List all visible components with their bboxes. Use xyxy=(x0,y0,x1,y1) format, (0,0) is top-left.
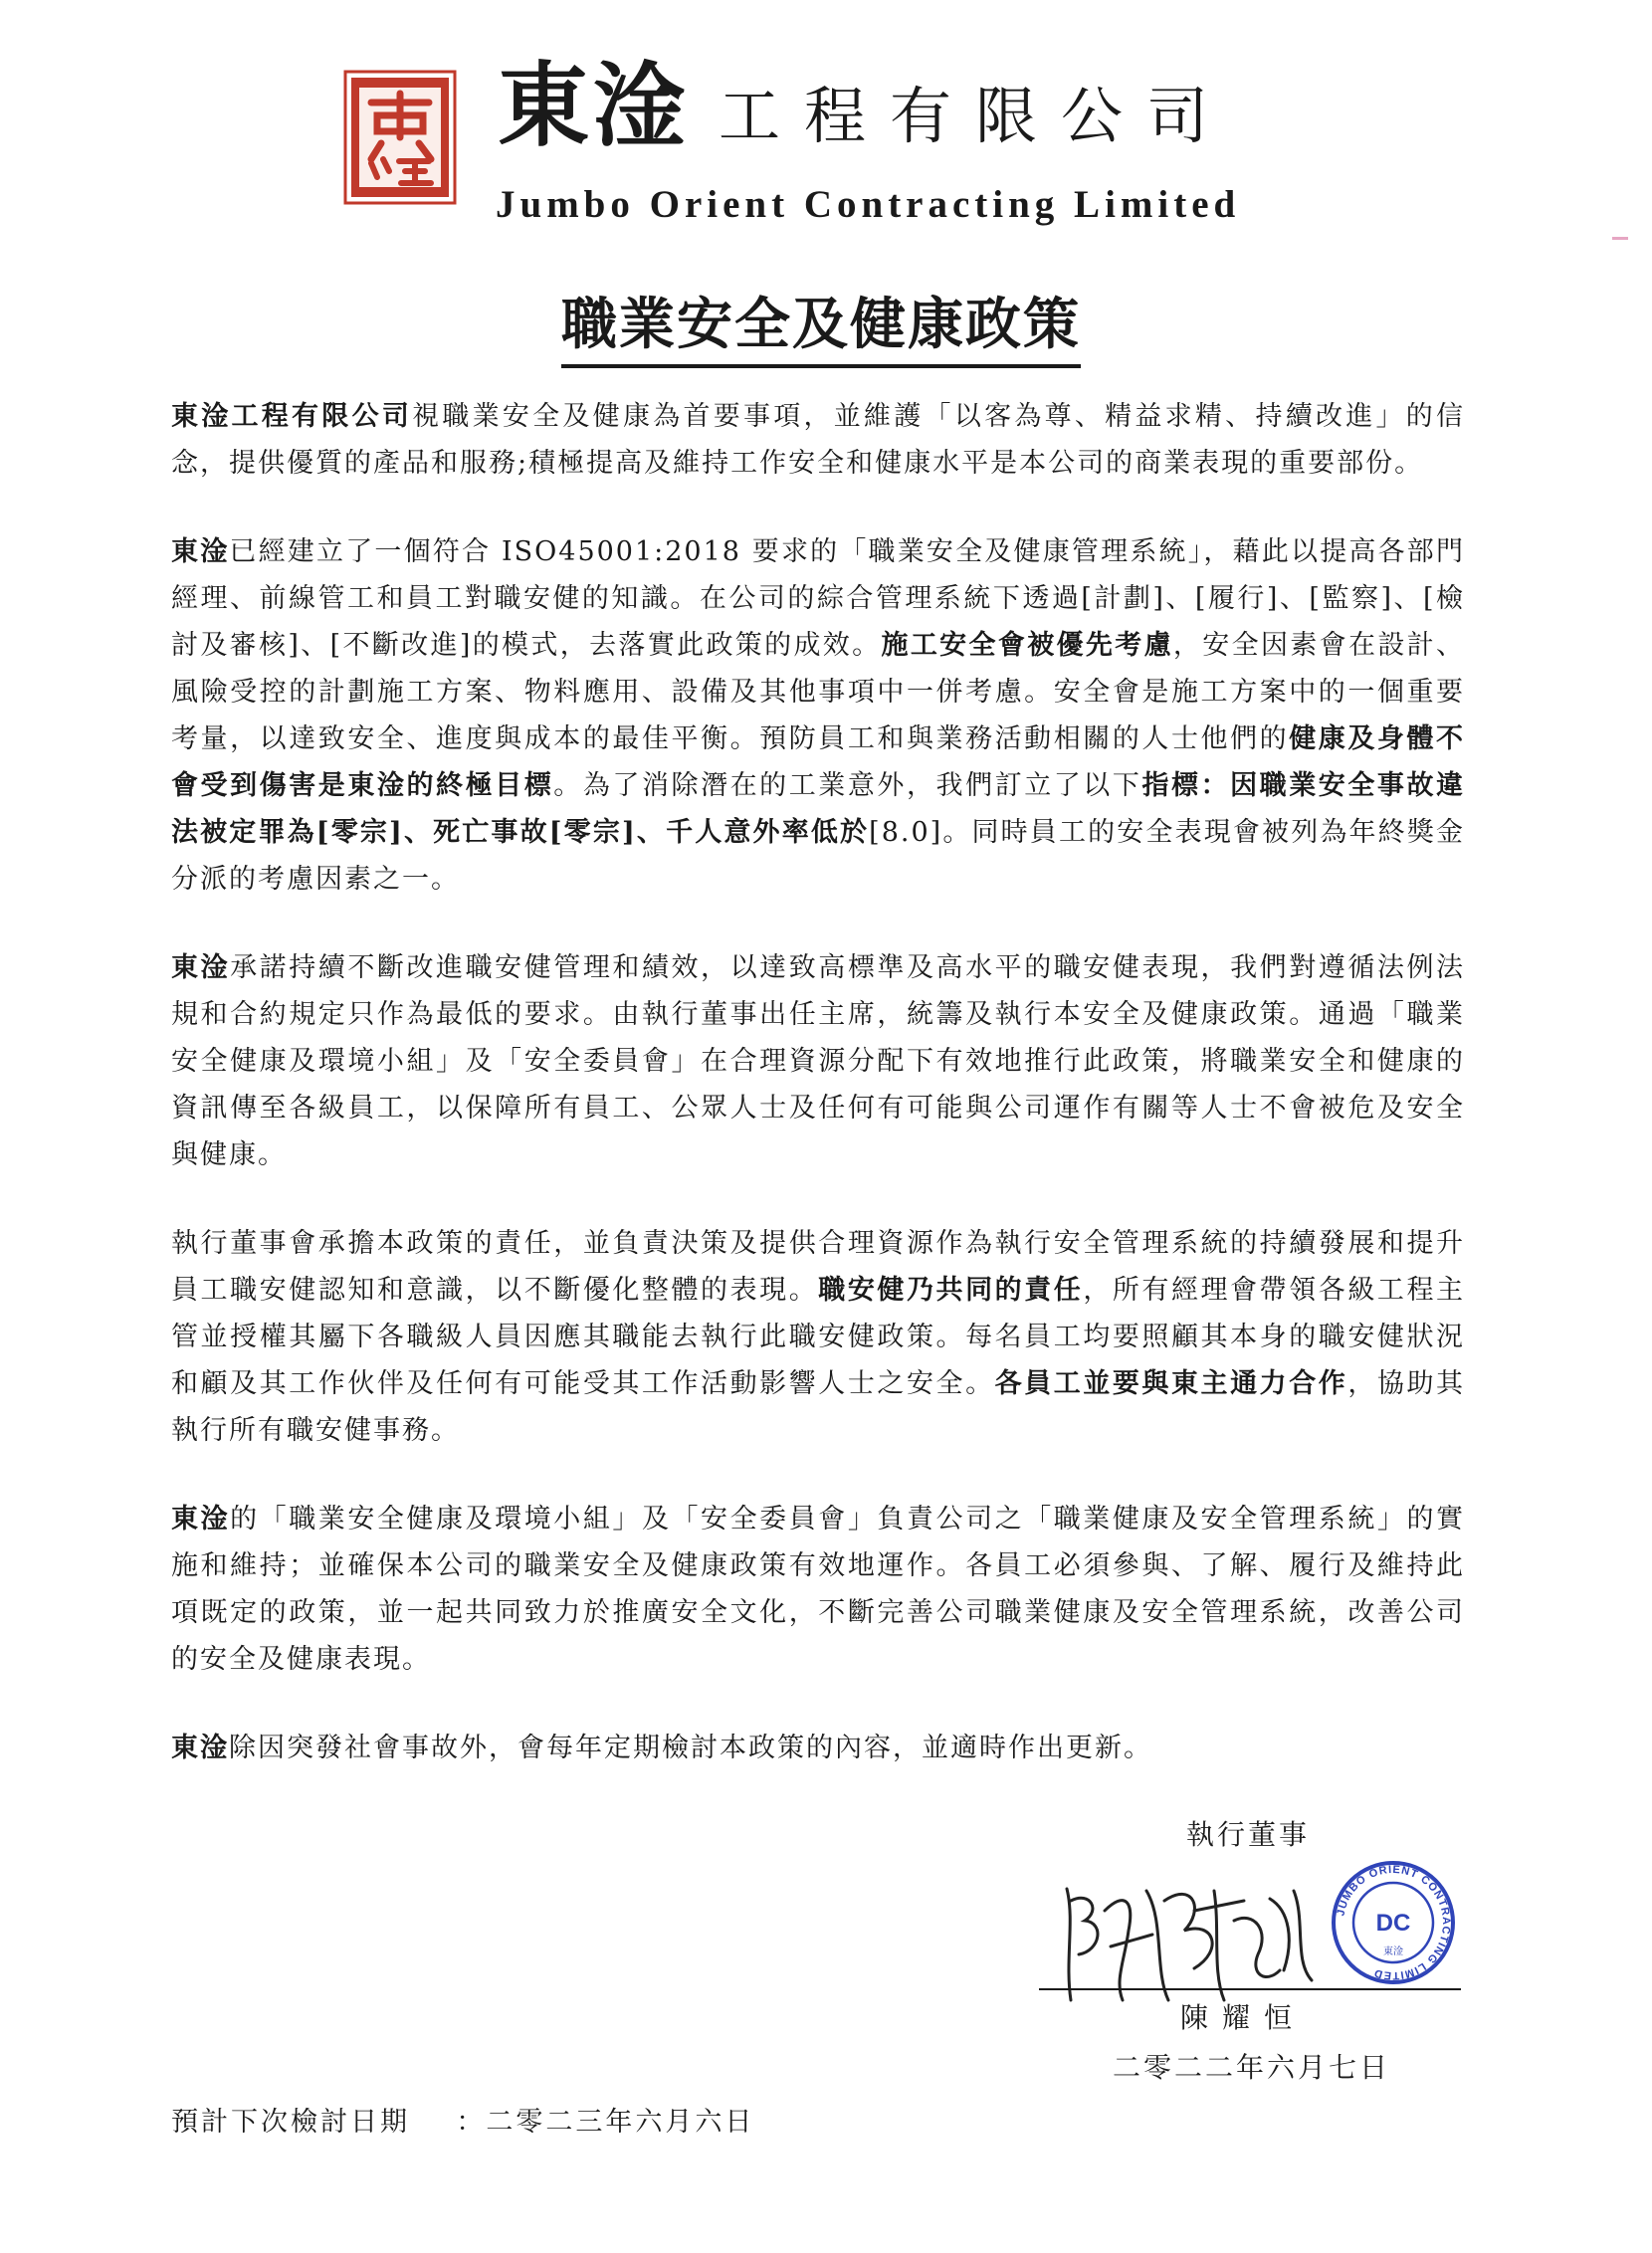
scan-mark xyxy=(1612,237,1628,240)
paragraph-text: 。為了消除潛在的工業意外，我們訂立了以下 xyxy=(553,770,1142,801)
document-title xyxy=(0,281,1652,368)
emphasized-text: 健康及身體不會受到傷害是東淦的終極目標 xyxy=(171,723,1466,801)
company-stamp xyxy=(1330,1859,1457,1986)
paragraph-text: 的「職業安全健康及環境小組」及「安全委員會」負責公司之「職業健康及安全管理系統」的實施和維持；並確保本公司的職業安全及健康政策有效地運作。各員工必須參與、了解、履行及維持此項既定的政策，並一起共同致力於推廣安全文化，不斷完善公司職業健康及安全管理系統，改善公司的安全及健康表現。 xyxy=(171,1504,1466,1675)
emphasized-text: 東淦工程有限公司 xyxy=(171,401,413,432)
emphasized-text: 施工安全會被優先考慮 xyxy=(881,630,1173,661)
emphasized-text: 指標：因職業安全事故違法被定罪為[零宗]、死亡事故[零宗]、千人意外率低於 xyxy=(171,770,1466,848)
emphasized-text: 東淦 xyxy=(171,536,230,567)
policy-paragraph xyxy=(171,944,1465,1178)
svg-text:JUMBO ORIENT CONTRACTING LIMIT: JUMBO ORIENT CONTRACTING LIMITED xyxy=(1335,1863,1453,1982)
next-review-label: 預計下次檢討日期 xyxy=(171,2107,410,2138)
paragraph-text: 視職業安全及健康為首要事項，並維護「以客為尊、精益求精、持續改進」的信念，提供優質的產品和服務;積極提高及維持工作安全和健康水平是本公司的商業表現的重要部份。 xyxy=(171,401,1466,479)
paragraph-text: [8.0]。同時員工的安全表現會被列為年終獎金分派的考慮因素之一。 xyxy=(171,817,1465,895)
svg-text:DC: DC xyxy=(1375,1910,1411,1937)
paragraph-text: ，所有經理會帶領各級工程主管並授權其屬下各職級人員因應其職能去執行此職安健政策。每名員工均要照顧其本身的職安健狀況和顧及其工作伙伴及任何有可能受其工作活動影響人士之安全。 xyxy=(171,1275,1466,1399)
signature-line xyxy=(1039,1988,1461,1990)
next-review-date xyxy=(171,2100,754,2139)
emphasized-text: 東淦 xyxy=(171,1504,231,1535)
signature-date: 二零二二年六月七日 xyxy=(1113,2051,1391,2084)
paragraph-text: 承諾持續不斷改進職安健管理和績效，以達致高標準及高水平的職安健表現，我們對遵循法例法規和合約規定只作為最低的要求。由執行董事出任主席，統籌及執行本安全及健康政策。通過「職業安全健康及環境小組」及「安全委員會」在合理資源分配下有效地推行此政策，將職業安全和健康的資訊傳至各級員工，以保障所有員工、公眾人士及任何有可能與公司運作有關等人士不會被危及安全與健康。 xyxy=(171,952,1466,1170)
company-name-cn xyxy=(498,52,1233,169)
company-suffix-cn: 工程有限公司 xyxy=(719,80,1233,152)
policy-paragraph xyxy=(171,1220,1465,1454)
policy-paragraph xyxy=(171,1496,1465,1683)
policy-body xyxy=(171,393,1465,1813)
next-review-value: 二零二三年六月六日 xyxy=(486,2107,755,2138)
paragraph-text: 執行董事會承擔本政策的責任，並負責決策及提供合理資源作為執行安全管理系統的持續發展和提升員工職安健認知和意識，以不斷優化整體的表現。 xyxy=(171,1228,1465,1306)
emphasized-text: 各員工並要與東主通力合作 xyxy=(994,1368,1348,1399)
company-brand-cn: 東淦 xyxy=(498,52,690,159)
emphasized-text: 東淦 xyxy=(171,1733,229,1763)
emphasized-text: 東淦 xyxy=(171,952,231,983)
policy-paragraph xyxy=(171,1725,1465,1771)
company-logo-seal xyxy=(341,68,459,207)
paragraph-text: ，協助其執行所有職安健事務。 xyxy=(171,1368,1466,1446)
svg-text:東淦: 東淦 xyxy=(1383,1946,1403,1957)
next-review-separator: ： xyxy=(456,2107,487,2138)
policy-paragraph xyxy=(171,393,1465,487)
document-title-text: 職業安全及健康政策 xyxy=(561,281,1081,368)
paragraph-text: 已經建立了一個符合 ISO45001:2018 要求的「職業安全及健康管理系統」，藉此以提高各部門經理、前線管工和員工對職安健的知識。在公司的綜合管理系統下透過[計劃]、[履行]、[監察]、[檢討及審核]、[不斷改進]的模式，去落實此政策的成效。 xyxy=(171,536,1465,661)
company-name-en: Jumbo Orient Contracting Limited xyxy=(496,183,1241,226)
signer-name: 陳耀恒 xyxy=(1180,2001,1307,2034)
paragraph-text: ，安全因素會在設計、風險受控的計劃施工方案、物料應用、設備及其他事項中一併考慮。安全會是施工方案中的一個重要考量，以達致安全、進度與成本的最佳平衡。預防員工和與業務活動相關的人士他們的 xyxy=(171,630,1465,754)
paragraph-text: 除因突發社會事故外，會每年定期檢討本政策的內容，並適時作出更新。 xyxy=(229,1733,1152,1763)
policy-paragraph xyxy=(171,528,1465,903)
emphasized-text: 職安健乃共同的責任 xyxy=(818,1275,1084,1306)
handwritten-signature xyxy=(1045,1851,1343,2020)
signer-role: 執行董事 xyxy=(1186,1818,1311,1851)
